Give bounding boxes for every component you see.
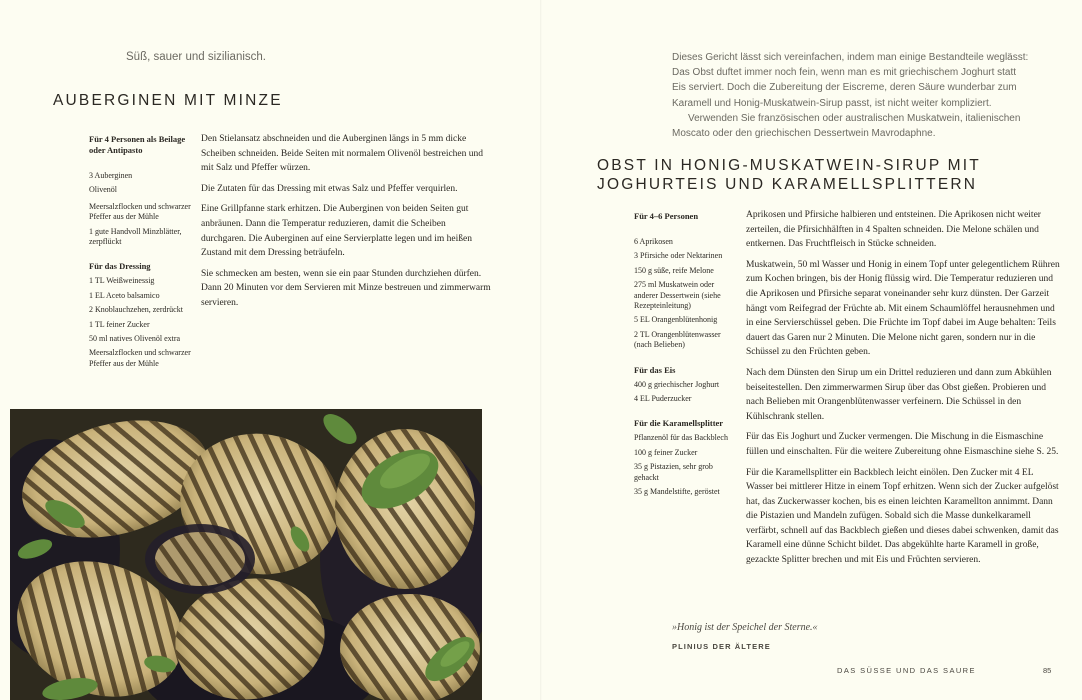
ingredient-item: 5 EL Orangenblütenhonig [634,315,718,325]
ingredient-item: 1 TL Weißweinessig [89,276,155,286]
ingredient-group-heading: Für die Karamellsplitter [634,418,724,429]
ingredient-item: 400 g griechischer Joghurt [634,379,720,389]
ingredient-item: Olivenöl [89,185,117,195]
ingredient-item: 35 g Mandelstifte, geröstet [634,487,720,497]
ingredient-item: 2 TL Orangenblütenwasser (nach Belieben) [634,329,721,350]
ingredient-item: 1 TL feiner Zucker [89,319,150,329]
intro-paragraph: Dieses Gericht lässt sich vereinfachen, indem man einige Bestandteile weglässt: Das Obst duftet immer noch fein, wenn man es mit griechischem Joghurt statt Eis serviert. Doch die Zubereitung der Eiscreme, deren Säure wunderbar zum Karamell und Honig-Muskatwein-Sirup passt, ist nicht weiter kompliziert. [672,52,1029,109]
method-step: Die Zutaten für das Dressing mit etwas Salz und Pfeffer verquirlen. [201,183,458,194]
intro-paragraph: Verwenden Sie französischen oder australischen Muskatwein, italienischen Moscato oder den griechischen Dessertwein Mavrodaphne. [672,112,1021,140]
ingredient-item: 3 Auberginen [89,171,133,180]
method-step: Für die Karamellsplitter ein Backblech leicht einölen. Den Zucker mit 4 EL Wasser bei mittlerer Hitze in einem Topf erhitzen. Wenn sich der Zucker aufgelöst hat, das Zuckerwasser kochen, bis es einen leichten Karamellton annimmt. Dann die Pistazien und Mandeln zufügen. Sobald sich die Masse dunkelkaramell verfärbt, schnell auf das Backblech gießen und dieses dabei schwenken, damit das Karamell eine dünne Schicht bildet. Das abgekühlte harte Karamell in große, gezackte Splitter brechen und mit Eis und Früchten servieren. [746,467,1059,566]
ingredient-group-heading: Für 4–6 Personen [634,211,699,221]
recipe-title-obst: OBST IN HONIG-MUSKATWEIN-SIRUP MIT JOGHURTEIS UND KARAMELLSPLITTERN [597,157,981,193]
quote-text: »Honig ist der Speichel der Sterne.« [672,622,818,633]
ingredient-group-heading: Für das Eis [634,364,676,375]
method-step: Nach dem Dünsten den Sirup um ein Drittel reduzieren und dann zum Abkühlen beiseitestellen. Den zimmerwarmen Sirup über das Obst gießen. Probieren und nach Belieben mit Orangenblütenwasser verfeinern. Die Schüssel in den Kühlschrank stellen. [746,367,1052,422]
ingredient-item: Pflanzenöl für das Backblech [634,433,728,443]
method-step: Den Stielansatz abschneiden und die Auberginen längs in 5 mm dicke Scheiben schneiden. Beide Seiten mit normalem Olivenöl bestreichen und mit Salz und Pfeffer würzen. [201,134,484,174]
ingredient-item: 4 EL Puderzucker [634,394,692,404]
right-page [541,0,1082,700]
recipe-introduction [672,50,1032,141]
page-number: 85 [1043,666,1052,675]
ingredient-item: 275 ml Muskatwein oder anderer Dessertwein (siehe Rezepteinleitung) [634,280,721,311]
ingredient-group-heading: Für 4 Personen als Beilage oder Antipasto [89,134,186,155]
ingredient-item: 50 ml natives Olivenöl extra [89,334,181,344]
method-step: Aprikosen und Pfirsiche halbieren und entsteinen. Die Aprikosen nicht weiter zerteilen, die Pfirsichhälften in 4 Spalten schneiden. Die Melone schälen und entkernen. Das Fruchtfleisch in Stücke schneiden. [746,210,1041,250]
method-steps-obst [746,208,1062,574]
ingredient-item: 1 EL Aceto balsamico [89,290,160,300]
method-step: Muskatwein, 50 ml Wasser und Honig in einem Topf unter gelegentlichem Rühren zum Kochen bringen, bis der Honig flüssig wird. Die Temperatur reduzieren und die Aprikosen und Pfirsiche separat voneinander sehr kurz dünsten. Der Garzeit hängt vom Reifegrad der Früchte ab. Mit einem Schaumlöffel herausnehmen und in eine Servierschüssel geben. Die Früchte im Topf dabei im Auge behalten: Teils dauert das Garen nur 2 Minuten. Die Melone nicht garen, sondern nur in die Schüssel zu den Früchten geben. [746,259,1060,358]
recipe-title-auberginen: AUBERGINEN MIT MINZE [53,92,283,109]
method-step: Für das Eis Joghurt und Zucker vermengen. Die Mischung in die Eismaschine füllen und einschalten. Für die weitere Zubereitung ohne Eismaschine siehe S. 25. [746,432,1059,457]
ingredient-item: 150 g süße, reife Melone [634,265,714,275]
ingredient-item: 35 g Pistazien, sehr grob gehackt [634,462,713,482]
ingredient-item: 6 Aprikosen [634,237,673,246]
ingredient-item: Meersalzflocken und schwarzer Pfeffer aus der Mühle [89,348,191,368]
grilled-aubergine-photo [10,409,482,700]
running-footer: DAS SÜSSE UND DAS SAURE [837,666,976,675]
recipe-tagline: Süß, sauer und sizilianisch. [126,51,266,63]
ingredient-list-auberginen [89,134,191,369]
method-step: Eine Grillpfanne stark erhitzen. Die Auberginen von beiden Seiten gut anbräunen. Dann die Temperatur reduzieren, damit die Scheiben durchgaren. Die Auberginen auf eine Servierplatte legen und im heißen Zustand mit dem Dressing beträufeln. [201,204,473,259]
ingredient-item: 2 Knoblauchzehen, zerdrückt [89,305,183,315]
method-step: Sie schmecken am besten, wenn sie ein paar Stunden durchziehen dürfen. Dann 20 Minuten vor dem Servieren mit Minze bestreuen und zimmerwarm servieren. [201,268,491,308]
method-steps-auberginen [201,132,491,317]
ingredient-item: 3 Pfirsiche oder Nektarinen [634,251,723,261]
grilled-aubergine-illustration [10,409,482,700]
ingredient-group-heading: Für das Dressing [89,261,151,272]
ingredient-item: 100 g feiner Zucker [634,447,698,457]
ingredient-list-obst [634,211,734,498]
ingredient-item: 1 gute Handvoll Minzblätter, zerpflückt [89,226,182,247]
quote-author: PLINIUS DER ÄLTERE [672,642,771,651]
ingredient-item: Meersalzflocken und schwarzer Pfeffer aus der Mühle [89,201,191,222]
